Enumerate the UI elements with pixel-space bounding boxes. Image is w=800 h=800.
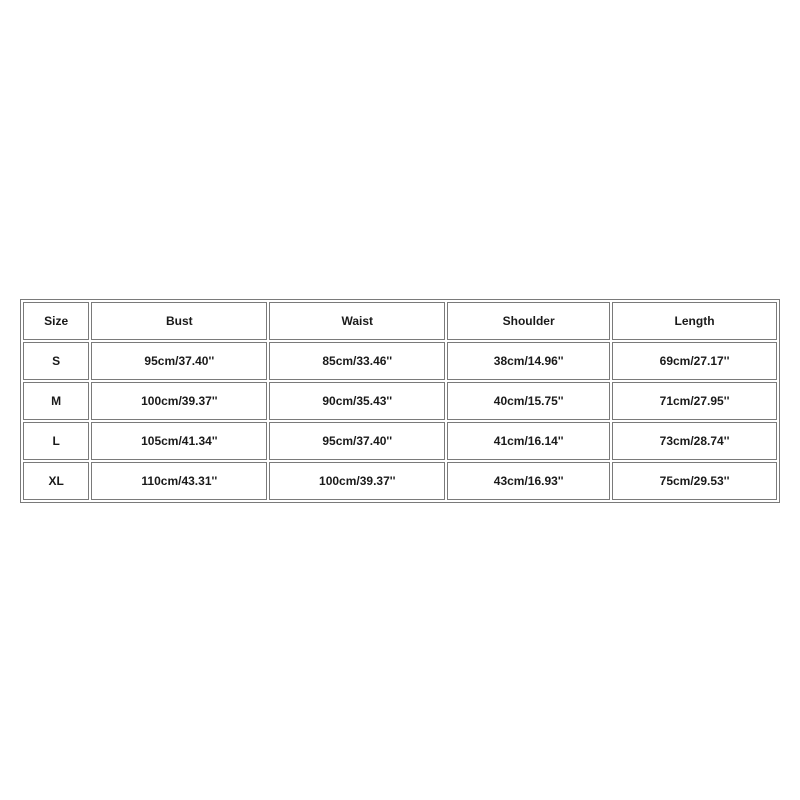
cell-shoulder: 43cm/16.93'' — [447, 462, 610, 500]
cell-size: M — [23, 382, 89, 420]
header-row — [23, 302, 777, 340]
cell-length: 69cm/27.17'' — [612, 342, 777, 380]
cell-waist: 85cm/33.46'' — [269, 342, 445, 380]
size-chart-table — [20, 299, 780, 503]
cell-size: L — [23, 422, 89, 460]
cell-length: 71cm/27.95'' — [612, 382, 777, 420]
header-bust: Bust — [91, 302, 267, 340]
table-row — [23, 422, 777, 460]
cell-bust: 105cm/41.34'' — [91, 422, 267, 460]
header-shoulder: Shoulder — [447, 302, 610, 340]
table-row — [23, 342, 777, 380]
header-size: Size — [23, 302, 89, 340]
cell-waist: 95cm/37.40'' — [269, 422, 445, 460]
cell-bust: 110cm/43.31'' — [91, 462, 267, 500]
cell-bust: 95cm/37.40'' — [91, 342, 267, 380]
cell-size: S — [23, 342, 89, 380]
cell-length: 75cm/29.53'' — [612, 462, 777, 500]
cell-bust: 100cm/39.37'' — [91, 382, 267, 420]
cell-waist: 100cm/39.37'' — [269, 462, 445, 500]
cell-length: 73cm/28.74'' — [612, 422, 777, 460]
cell-shoulder: 41cm/16.14'' — [447, 422, 610, 460]
table-row — [23, 462, 777, 500]
cell-size: XL — [23, 462, 89, 500]
table-row — [23, 382, 777, 420]
cell-shoulder: 40cm/15.75'' — [447, 382, 610, 420]
cell-shoulder: 38cm/14.96'' — [447, 342, 610, 380]
header-length: Length — [612, 302, 777, 340]
header-waist: Waist — [269, 302, 445, 340]
cell-waist: 90cm/35.43'' — [269, 382, 445, 420]
